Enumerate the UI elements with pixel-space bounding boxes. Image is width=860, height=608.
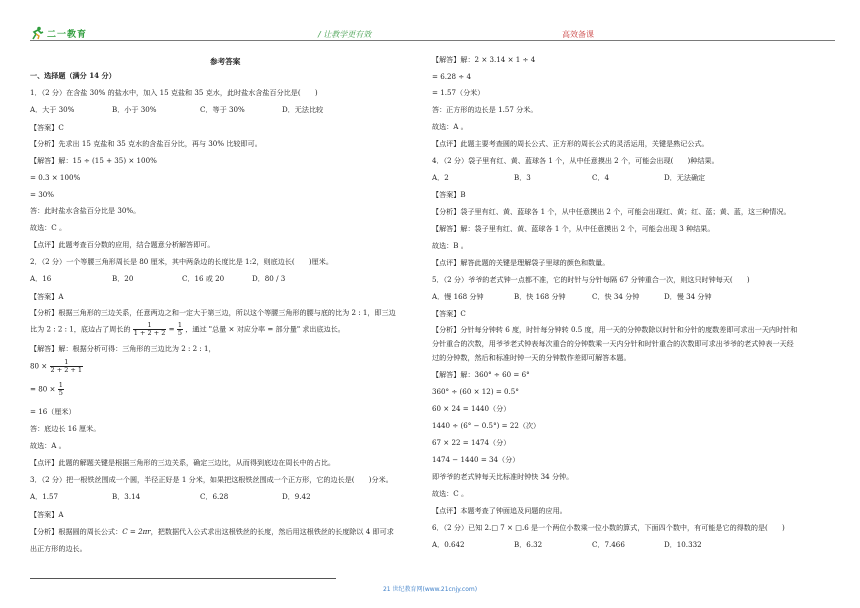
footer-text: 21 世纪教育网(www.21cnjy.com) [382,586,478,593]
q4-choice: 故选：B 。 [432,241,468,250]
fraction: $\frac{1}{2 + 2 + 1}$ [50,358,83,374]
q5-solution-line: 即爷爷的老式钟每天比标准时钟快 34 分钟。 [432,472,574,481]
q2-solution-line: 答：底边长 16 厘米。 [30,424,101,433]
q5-option-c: C．快 34 分钟 [592,292,640,301]
q3-option-c: C．6.28 [200,492,229,501]
q5-solution-line: 360° ÷ (60 × 12) = 0.5° [432,387,519,396]
q5-review: 【点评】本题考查了钟面追及问题的应用。 [432,506,567,515]
q2-option-a: A．16 [30,274,52,283]
q5-option-b: B．快 168 分钟 [514,292,566,301]
answer-title: 参考答案 [210,57,241,66]
q3-analysis: 出正方形的边长。 [30,544,87,553]
q1-solution-line: = 0.3 × 100% [30,173,81,182]
q3-answer: 【答案】A [30,510,64,519]
site-logo [30,26,87,40]
q5-analysis: 分针重合的次数，用爷爷老式钟表每次重合的分钟数乘一天内分针和时针重合的次数即可求出爷爷的老式钟表一天经 [432,339,794,348]
page-header [0,0,860,44]
logo-text: 二一教育 [47,29,88,40]
q1-solution-line: = 30% [30,190,54,199]
q1-options [30,105,425,114]
q4-solution-line: 【解答】解：袋子里有红、黄、蓝球各 1 个，从中任意摸出 2 个，可能会出现 3 种结果。 [432,224,715,233]
q2-option-b: B．20 [112,274,134,283]
q4-options [432,173,832,182]
section-heading: 一、选择题（满分 14 分） [30,71,116,80]
q5-solution-line: 1474 − 1440 = 34（分） [432,455,520,464]
q3-option-a: A．1.57 [30,492,59,501]
q5-option-d: D．慢 34 分钟 [664,292,712,301]
header-divider [30,40,835,41]
q4-stem: 4．（2 分）袋子里有红、黄、蓝球各 1 个，从中任意摸出 2 个，可能会出现( )种结果。 [432,156,719,165]
q4-option-c: C．4 [592,173,610,182]
q2-analysis-fraction-line: 比为 2 : 2 : 1，底边占了周长的 $\frac{1}{1 + 2 + 2}$ = $\frac{1}{5}$ ，通过 "总量 × 对应分率 = 部分量" 求出底边长。 [30,321,345,337]
q6-option-b: B．6.32 [514,540,543,549]
q1-stem: 1．（2 分）在含盐 30% 的盐水中，加入 15 克盐和 35 克水，此时盐水含盐百分比是( ) [30,88,318,97]
q5-analysis: 过的分钟数，然后和标准时钟一天的分钟数作差即可解答本题。 [432,353,631,362]
q6-options [432,540,832,549]
left-column [30,50,425,580]
q3-options [30,492,425,501]
q4-review: 【点评】解答此题的关键是理解袋子里球的颜色和数量。 [432,258,610,267]
q3-choice: 故选：A 。 [432,122,468,131]
q6-option-c: C．7.466 [592,540,625,549]
q2-choice: 故选：A 。 [30,441,66,450]
q3-stem: 3．（2 分）把一根铁丝围成一个圆，半径正好是 1 分米，如果把这根铁丝围成一个正方形，它的边长是( )分米。 [30,475,393,484]
q5-option-a: A．慢 168 分钟 [432,292,484,301]
q5-options [432,292,832,301]
q3-solution-line: = 6.28 ÷ 4 [432,72,471,81]
q5-analysis: 【分析】分针每分钟转 6 度，时针每分钟转 0.5 度，用一天的分钟数除以时针和分针的度数差即可求出一天内时针和 [432,325,798,334]
q3-analysis: 【分析】根据圆的周长公式：C = 2πr，把数据代入公式求出这根铁丝的长度，然后用这根铁丝的长度除以 4 即可求 [30,527,394,536]
q4-option-a: A．2 [432,173,449,182]
q5-choice: 故选：C 。 [432,489,469,498]
footer-divider [30,578,336,579]
q2-stem: 2．（2 分）一个等腰三角形周长是 80 厘米，其中两条边的长度比是 1:2，则底边长( )厘米。 [30,257,333,266]
q3-option-d: D．9.42 [282,492,311,501]
q2-solution-fraction: 80 × $\frac{1}{2 + 2 + 1}$ [30,358,83,374]
q4-answer: 【答案】B [432,190,466,199]
q5-solution-line: 67 × 22 = 1474（分） [432,438,511,447]
q4-option-b: B．3 [514,173,531,182]
header-slogan: / 让教学更有效 [318,30,372,39]
q1-solution-line: 【解答】解：15 ÷ (15 + 35) × 100% [30,156,157,165]
q2-option-c: C．16 或 20 [182,274,225,283]
q5-solution-line: 1440 ÷ (6° − 0.5°) = 22（次） [432,421,541,430]
fraction: $\frac{1}{5}$ [177,321,182,337]
q6-option-d: D．10.332 [664,540,702,549]
q2-solution-fraction: = 80 × $\frac{1}{5}$ [30,381,63,397]
fraction: $\frac{1}{1 + 2 + 2}$ [133,321,166,337]
q5-solution-line: 【解答】解：360° ÷ 60 = 6° [432,370,530,379]
q1-option-a: A．大于 30% [30,105,75,114]
q1-analysis: 【分析】先求出 15 克盐和 35 克水的含盐百分比，再与 30% 比较即可。 [30,139,262,148]
q5-answer: 【答案】C [432,309,466,318]
q4-analysis: 【分析】袋子里有红、黄、蓝球各 1 个，从中任意摸出 2 个，可能会出现红、黄；红、蓝；黄、蓝，这三种情况。 [432,207,791,216]
q1-answer: 【答案】C [30,123,64,132]
q1-option-c: C．等于 30% [200,105,245,114]
q6-option-a: A．0.642 [432,540,465,549]
fraction: $\frac{1}{5}$ [58,381,63,397]
q2-analysis: 【分析】根据三角形的三边关系，任意两边之和一定大于第三边，所以这个等腰三角形的腰与底的比为 2 : 1，即三边 [30,308,396,317]
q2-solution-line: = 16（厘米） [30,407,76,416]
q3-option-b: B．3.14 [112,492,141,501]
q4-option-d: D．无法确定 [664,173,706,182]
q1-option-b: B．小于 30% [112,105,157,114]
q6-stem: 6．（2 分）已知 2.□ 7 × □.6 是一个两位小数乘一位小数的算式，下面四个数中，有可能是它的得数的是( ) [432,523,785,532]
q3-solution-line: 【解答】解：2 × 3.14 × 1 ÷ 4 [432,55,536,64]
q2-answer: 【答案】A [30,292,64,301]
q5-stem: 5．（2 分）爷爷的老式钟一点都不准，它的时针与分针每隔 67 分钟重合一次，则这只时钟每天( ) [432,275,750,284]
q3-solution-line: 答：正方形的边长是 1.57 分米。 [432,105,538,114]
q3-review: 【点评】此题主要考查圆的周长公式、正方形的周长公式的灵活运用，关键是熟记公式。 [432,139,709,148]
q2-options [30,274,425,283]
q1-solution-line: 答：此时盐水含盐百分比是 30%。 [30,206,141,215]
q5-solution-line: 60 × 24 = 1440（分） [432,404,511,413]
header-slogan-right: 高效备课 [562,30,594,39]
q1-choice: 故选：C 。 [30,223,67,232]
runner-logo-icon [30,26,44,40]
q1-option-d: D．无法比较 [282,105,324,114]
right-column [432,50,832,580]
q2-option-d: D．80 / 3 [252,274,286,283]
q2-review: 【点评】此题的解题关键是根据三角形的三边关系，确定三边比，从而得到底边在周长中的占比。 [30,458,336,467]
q3-solution-line: = 1.57（分米） [432,88,485,97]
q1-review: 【点评】此题考查百分数的应用，结合题意分析解答即可。 [30,240,215,249]
q2-solution-line: 【解答】解：根据分析可得：三角形的三边比为 2 : 2 : 1， [30,344,216,353]
